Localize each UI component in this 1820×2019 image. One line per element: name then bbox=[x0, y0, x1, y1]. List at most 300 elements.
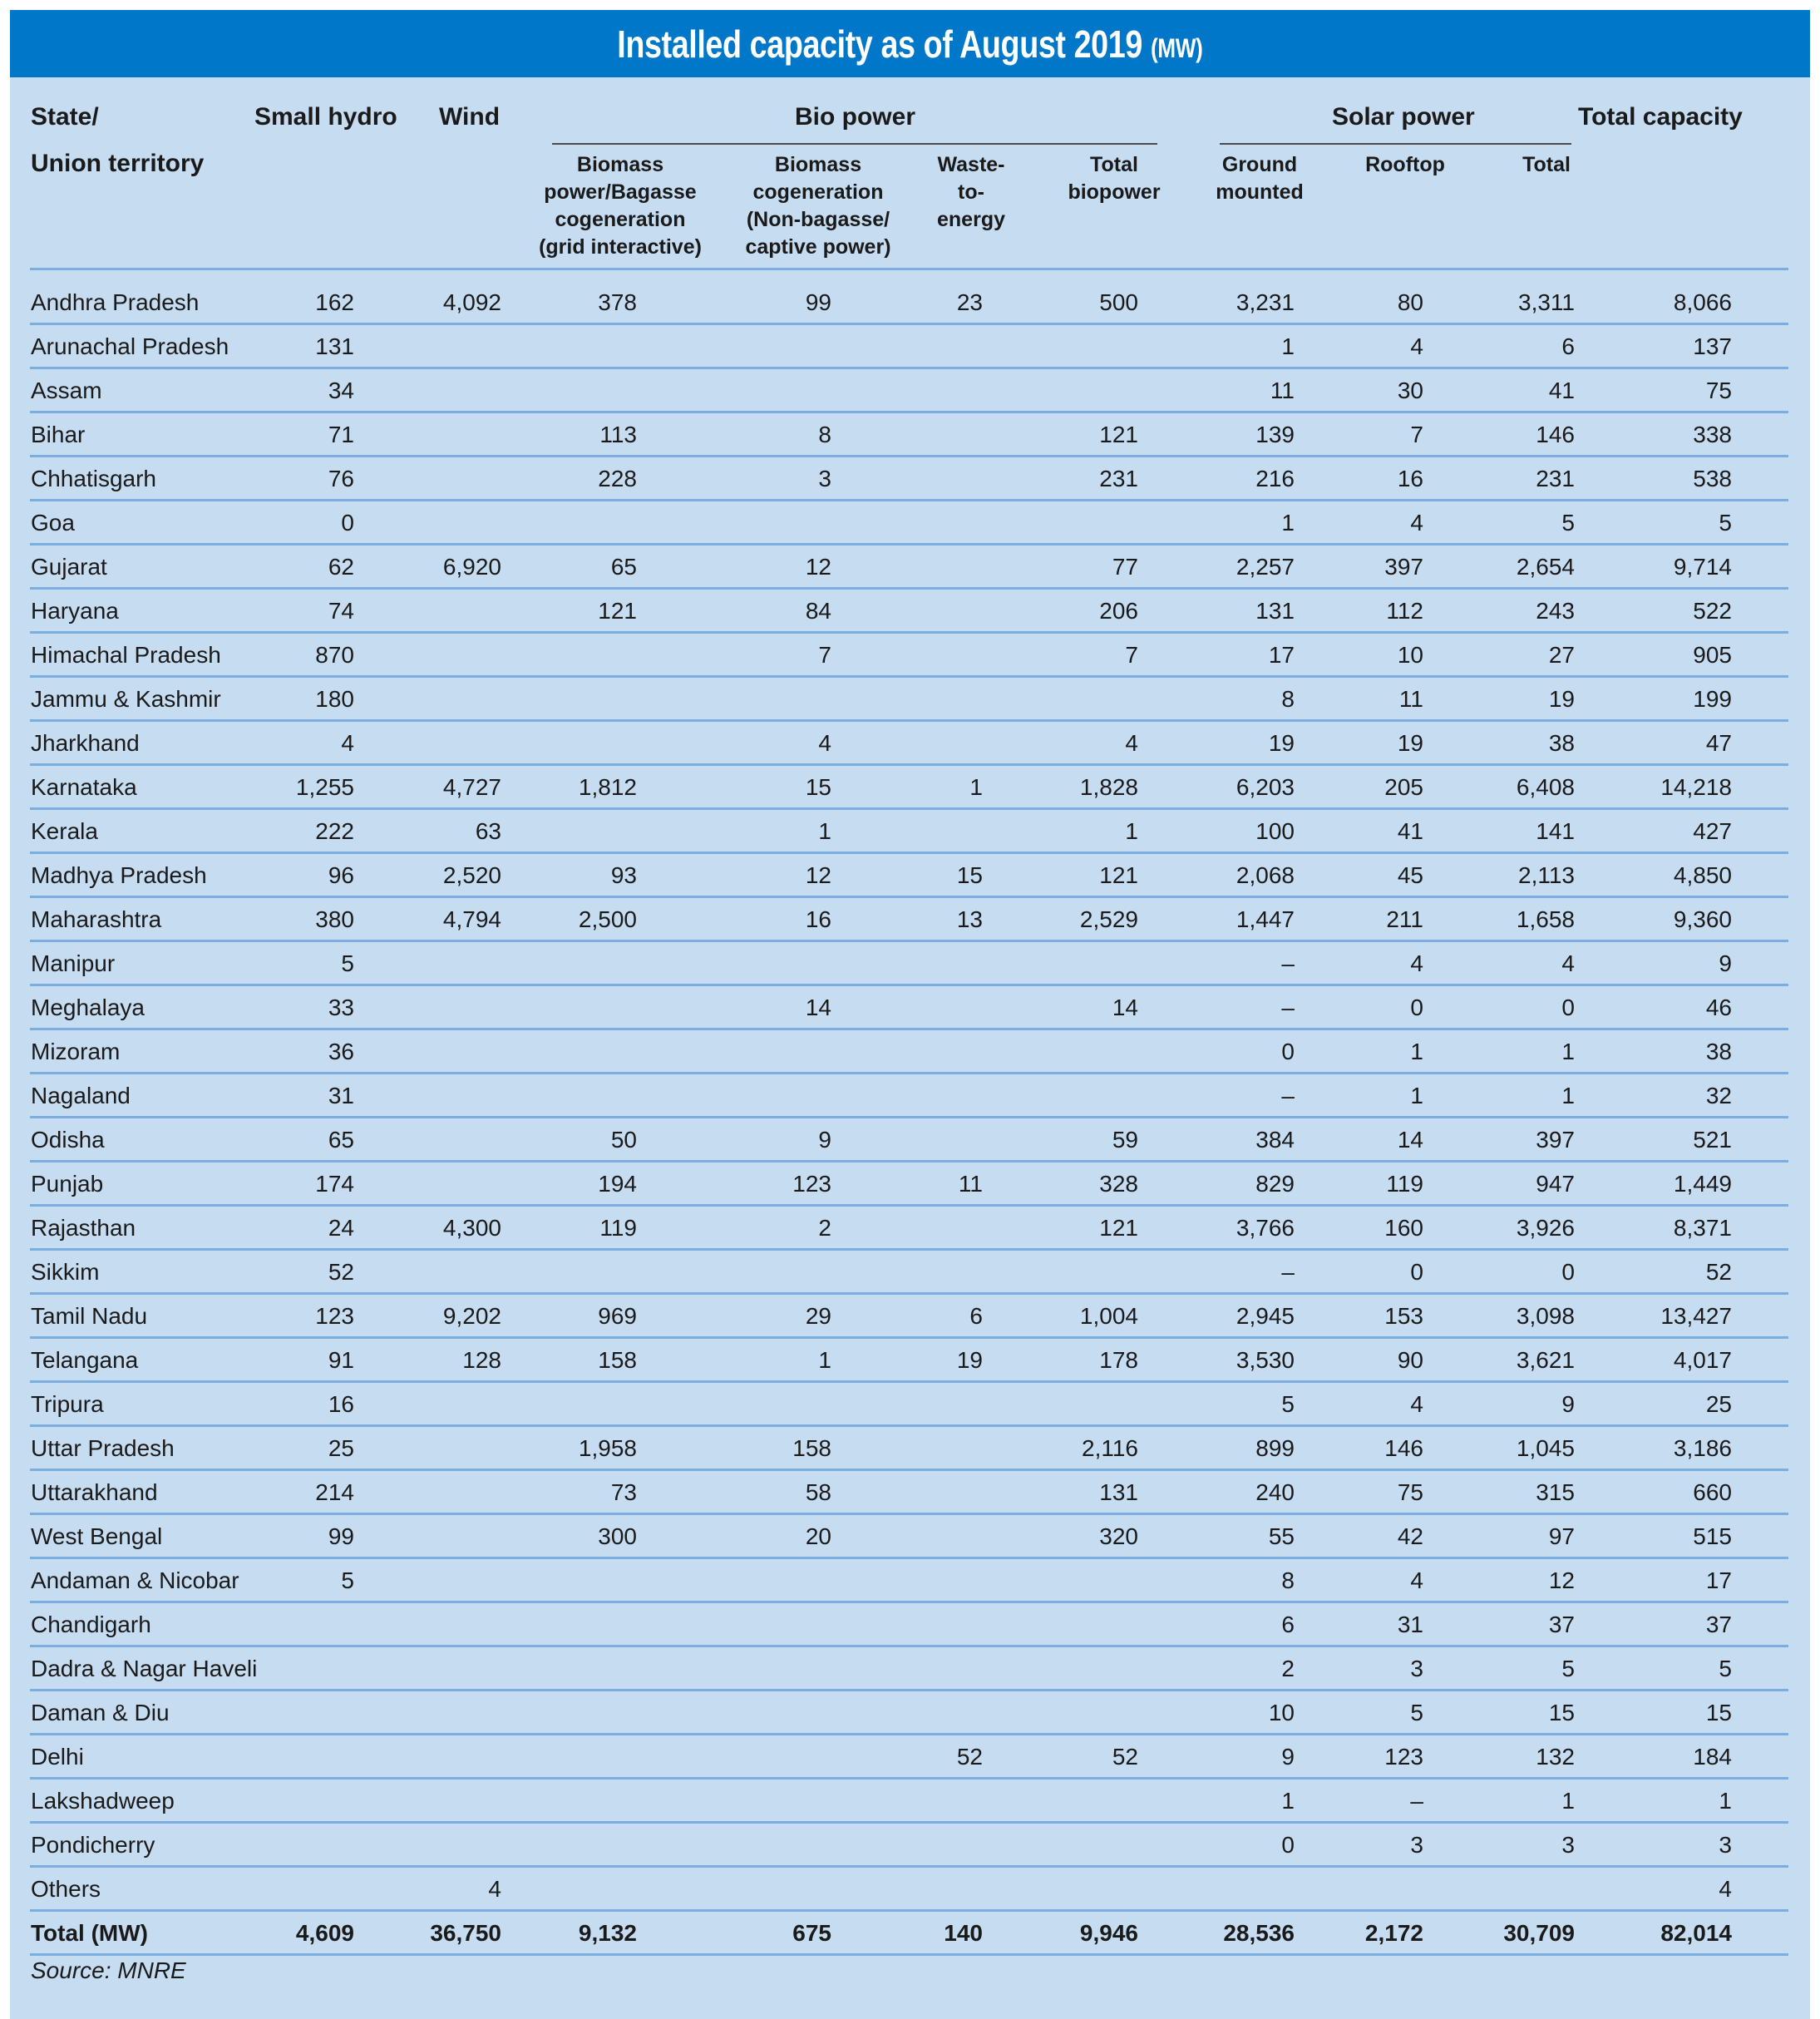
cell-wind: 9,202 bbox=[442, 1303, 501, 1329]
cell-ground-mounted: 11 bbox=[1270, 378, 1295, 403]
state-name: Lakshadweep bbox=[31, 1788, 175, 1814]
cell-ground-mounted: 100 bbox=[1255, 818, 1295, 844]
cell-total-capacity: 9,714 bbox=[1673, 554, 1732, 580]
cell-rooftop: 4 bbox=[1410, 1567, 1423, 1593]
cell-wind: 36,750 bbox=[430, 1920, 501, 1946]
state-name: Himachal Pradesh bbox=[31, 642, 221, 668]
cell-solar-total: 0 bbox=[1561, 1259, 1575, 1285]
state-name: Mizoram bbox=[31, 1039, 121, 1064]
cell-rooftop: 397 bbox=[1384, 554, 1423, 580]
cell-ground-mounted: 28,536 bbox=[1223, 1920, 1295, 1946]
cell-ground-mounted: – bbox=[1281, 1259, 1295, 1285]
table-row bbox=[0, 1779, 1820, 1823]
cell-small-hydro: 123 bbox=[315, 1303, 354, 1329]
cell-solar-total: 3 bbox=[1561, 1832, 1575, 1858]
table-row bbox=[0, 1735, 1820, 1779]
cell-rooftop: 31 bbox=[1397, 1612, 1423, 1637]
cell-rooftop: 7 bbox=[1410, 422, 1423, 447]
table-row bbox=[0, 1294, 1820, 1338]
cell-solar-total: 231 bbox=[1536, 466, 1575, 491]
cell-total-capacity: 46 bbox=[1705, 995, 1732, 1020]
header-solar-power: Solar power bbox=[1332, 103, 1475, 131]
cell-total-capacity: 3 bbox=[1719, 1832, 1732, 1858]
header-small-hydro: Small hydro bbox=[254, 103, 397, 131]
cell-ground-mounted: 2,068 bbox=[1236, 862, 1295, 888]
cell-ground-mounted: – bbox=[1281, 950, 1295, 976]
cell-small-hydro: 52 bbox=[328, 1259, 354, 1285]
cell-ground-mounted: 17 bbox=[1268, 642, 1295, 668]
cell-wind: 4,300 bbox=[442, 1215, 501, 1241]
state-name: Bihar bbox=[31, 422, 86, 447]
table-row bbox=[0, 765, 1820, 809]
cell-solar-total: 38 bbox=[1548, 730, 1575, 756]
cell-waste-to-energy: 15 bbox=[956, 862, 983, 888]
cell-ground-mounted: 1 bbox=[1281, 510, 1295, 536]
cell-ground-mounted: 9 bbox=[1281, 1744, 1295, 1770]
cell-rooftop: 0 bbox=[1410, 1259, 1423, 1285]
cell-small-hydro: 214 bbox=[315, 1479, 354, 1505]
cell-small-hydro: 0 bbox=[341, 510, 354, 536]
cell-ground-mounted: 2,945 bbox=[1236, 1303, 1295, 1329]
cell-solar-total: 243 bbox=[1536, 598, 1575, 624]
table-row bbox=[0, 1691, 1820, 1735]
total-label: Total (MW) bbox=[31, 1920, 148, 1946]
cell-rooftop: 2,172 bbox=[1364, 1920, 1423, 1946]
cell-biomass-cogeneration: 84 bbox=[805, 598, 831, 624]
cell-biomass-cogeneration: 1 bbox=[818, 818, 831, 844]
cell-small-hydro: 870 bbox=[315, 642, 354, 668]
cell-ground-mounted: 10 bbox=[1268, 1700, 1295, 1725]
cell-biomass-bagasse: 119 bbox=[599, 1215, 637, 1241]
cell-rooftop: 4 bbox=[1410, 950, 1423, 976]
cell-small-hydro: 34 bbox=[328, 378, 354, 403]
state-name: Andaman & Nicobar bbox=[31, 1567, 239, 1593]
cell-biomass-bagasse: 73 bbox=[610, 1479, 637, 1505]
cell-rooftop: 153 bbox=[1384, 1303, 1423, 1329]
cell-wind: 2,520 bbox=[442, 862, 501, 888]
cell-biomass-cogeneration: 123 bbox=[792, 1171, 831, 1197]
cell-biomass-cogeneration: 8 bbox=[818, 422, 831, 447]
table-row bbox=[0, 1867, 1820, 1911]
header-biomass-bagasse: Biomass power/Bagasse cogeneration (grid interactive) bbox=[539, 153, 702, 259]
cell-total-capacity: 199 bbox=[1693, 686, 1732, 712]
cell-solar-total: 3,098 bbox=[1516, 1303, 1575, 1329]
cell-total-biopower: 9,946 bbox=[1079, 1920, 1138, 1946]
cell-biomass-cogeneration: 14 bbox=[805, 995, 831, 1020]
cell-solar-total: 19 bbox=[1548, 686, 1575, 712]
cell-biomass-bagasse: 93 bbox=[610, 862, 637, 888]
cell-small-hydro: 5 bbox=[341, 950, 354, 976]
cell-rooftop: 3 bbox=[1410, 1832, 1423, 1858]
cell-ground-mounted: 55 bbox=[1268, 1523, 1295, 1549]
cell-solar-total: 146 bbox=[1536, 422, 1575, 447]
state-name: Uttar Pradesh bbox=[31, 1435, 175, 1461]
cell-total-biopower: 1,828 bbox=[1079, 774, 1138, 800]
cell-ground-mounted: 240 bbox=[1255, 1479, 1295, 1505]
solar-power-group-line bbox=[1220, 143, 1571, 145]
cell-waste-to-energy: 140 bbox=[944, 1920, 983, 1946]
cell-wind: 4,794 bbox=[442, 906, 501, 932]
table-row bbox=[0, 1426, 1820, 1470]
cell-small-hydro: 380 bbox=[315, 906, 354, 932]
cell-biomass-bagasse: 9,132 bbox=[578, 1920, 637, 1946]
cell-total-capacity: 427 bbox=[1693, 818, 1732, 844]
cell-wind: 4 bbox=[488, 1876, 501, 1902]
table-row bbox=[0, 941, 1820, 985]
state-name: Telangana bbox=[31, 1347, 139, 1373]
cell-small-hydro: 36 bbox=[328, 1039, 354, 1064]
cell-total-capacity: 522 bbox=[1693, 598, 1732, 624]
cell-biomass-cogeneration: 99 bbox=[805, 289, 831, 315]
cell-solar-total: 37 bbox=[1548, 1612, 1575, 1637]
total-row bbox=[0, 1911, 1820, 1955]
cell-ground-mounted: – bbox=[1281, 995, 1295, 1020]
cell-small-hydro: 131 bbox=[315, 333, 354, 359]
cell-rooftop: 0 bbox=[1410, 995, 1423, 1020]
cell-solar-total: 3,621 bbox=[1516, 1347, 1575, 1373]
cell-biomass-cogeneration: 1 bbox=[818, 1347, 831, 1373]
table-row bbox=[0, 1074, 1820, 1118]
cell-rooftop: 3 bbox=[1410, 1656, 1423, 1681]
cell-total-capacity: 4 bbox=[1719, 1876, 1732, 1902]
cell-solar-total: 1 bbox=[1561, 1039, 1575, 1064]
header-biomass-cogeneration: Biomass cogeneration (Non-bagasse/ captive power) bbox=[745, 153, 891, 259]
cell-small-hydro: 91 bbox=[328, 1347, 354, 1373]
cell-waste-to-energy: 23 bbox=[956, 289, 983, 315]
cell-total-capacity: 905 bbox=[1693, 642, 1732, 668]
cell-rooftop: 4 bbox=[1410, 510, 1423, 536]
table-title bbox=[617, 22, 1202, 67]
table-row bbox=[0, 324, 1820, 368]
state-name: Tripura bbox=[31, 1391, 104, 1417]
table-row bbox=[0, 501, 1820, 545]
cell-solar-total: 132 bbox=[1536, 1744, 1575, 1770]
cell-total-capacity: 38 bbox=[1705, 1039, 1732, 1064]
header-total-capacity: Total capacity bbox=[1578, 103, 1743, 131]
cell-biomass-bagasse: 969 bbox=[598, 1303, 637, 1329]
cell-solar-total: 1,658 bbox=[1516, 906, 1575, 932]
cell-rooftop: 160 bbox=[1384, 1215, 1423, 1241]
state-name: Jammu & Kashmir bbox=[31, 686, 221, 712]
cell-rooftop: – bbox=[1410, 1788, 1423, 1814]
header-union-territory: Union territory bbox=[31, 150, 205, 177]
table-row bbox=[0, 1338, 1820, 1382]
cell-total-capacity: 4,850 bbox=[1673, 862, 1732, 888]
table-row bbox=[0, 1558, 1820, 1602]
cell-total-biopower: 178 bbox=[1099, 1347, 1138, 1373]
cell-biomass-bagasse: 113 bbox=[599, 422, 637, 447]
cell-rooftop: 45 bbox=[1397, 862, 1423, 888]
cell-total-biopower: 14 bbox=[1112, 995, 1138, 1020]
cell-biomass-cogeneration: 4 bbox=[818, 730, 831, 756]
cell-small-hydro: 24 bbox=[328, 1215, 354, 1241]
cell-solar-total: 6,408 bbox=[1516, 774, 1575, 800]
cell-total-biopower: 59 bbox=[1112, 1127, 1138, 1153]
table-row bbox=[0, 1162, 1820, 1206]
cell-total-biopower: 1 bbox=[1125, 818, 1138, 844]
cell-rooftop: 90 bbox=[1397, 1347, 1423, 1373]
header-solar-total: Total bbox=[1522, 153, 1571, 176]
cell-ground-mounted: 1 bbox=[1281, 1788, 1295, 1814]
cell-ground-mounted: 3,530 bbox=[1236, 1347, 1295, 1373]
cell-rooftop: 14 bbox=[1397, 1127, 1423, 1153]
cell-biomass-cogeneration: 12 bbox=[805, 554, 831, 580]
cell-solar-total: 1 bbox=[1561, 1788, 1575, 1814]
state-name: Assam bbox=[31, 378, 102, 403]
cell-ground-mounted: 0 bbox=[1281, 1039, 1295, 1064]
cell-biomass-cogeneration: 12 bbox=[805, 862, 831, 888]
cell-solar-total: 27 bbox=[1548, 642, 1575, 668]
header-state: State/ bbox=[31, 103, 99, 131]
cell-ground-mounted: 384 bbox=[1255, 1127, 1295, 1153]
cell-total-biopower: 500 bbox=[1099, 289, 1138, 315]
cell-solar-total: 30,709 bbox=[1503, 1920, 1575, 1946]
cell-solar-total: 1,045 bbox=[1516, 1435, 1575, 1461]
header-total-biopower: Total biopower bbox=[1068, 153, 1161, 204]
cell-small-hydro: 71 bbox=[328, 422, 354, 447]
state-name: Goa bbox=[31, 510, 75, 536]
cell-total-capacity: 9,360 bbox=[1673, 906, 1732, 932]
table-row bbox=[0, 1250, 1820, 1294]
cell-solar-total: 397 bbox=[1536, 1127, 1575, 1153]
cell-ground-mounted: 829 bbox=[1255, 1171, 1295, 1197]
cell-total-capacity: 9 bbox=[1719, 950, 1732, 976]
cell-solar-total: 4 bbox=[1561, 950, 1575, 976]
cell-ground-mounted: 6 bbox=[1281, 1612, 1295, 1637]
cell-rooftop: 1 bbox=[1410, 1039, 1423, 1064]
cell-biomass-cogeneration: 7 bbox=[818, 642, 831, 668]
table-row bbox=[0, 1382, 1820, 1426]
cell-total-capacity: 184 bbox=[1693, 1744, 1732, 1770]
header-wind: Wind bbox=[439, 103, 501, 131]
cell-rooftop: 16 bbox=[1397, 466, 1423, 491]
cell-wind: 4,092 bbox=[442, 289, 501, 315]
cell-rooftop: 211 bbox=[1386, 906, 1423, 932]
cell-small-hydro: 25 bbox=[328, 1435, 354, 1461]
cell-solar-total: 41 bbox=[1548, 378, 1575, 403]
cell-total-biopower: 121 bbox=[1099, 862, 1138, 888]
cell-biomass-cogeneration: 9 bbox=[818, 1127, 831, 1153]
cell-biomass-cogeneration: 16 bbox=[805, 906, 831, 932]
cell-solar-total: 3,311 bbox=[1518, 289, 1575, 315]
cell-total-capacity: 4,017 bbox=[1673, 1347, 1732, 1373]
header-bio-power: Bio power bbox=[795, 103, 916, 131]
cell-total-biopower: 320 bbox=[1099, 1523, 1138, 1549]
cell-total-biopower: 121 bbox=[1099, 422, 1138, 447]
cell-biomass-bagasse: 50 bbox=[610, 1127, 637, 1153]
cell-rooftop: 146 bbox=[1384, 1435, 1423, 1461]
state-name: Daman & Diu bbox=[31, 1700, 170, 1725]
cell-biomass-cogeneration: 2 bbox=[818, 1215, 831, 1241]
table-row bbox=[0, 412, 1820, 457]
cell-total-capacity: 5 bbox=[1719, 1656, 1732, 1681]
cell-waste-to-energy: 52 bbox=[956, 1744, 983, 1770]
cell-small-hydro: 5 bbox=[341, 1567, 354, 1593]
cell-biomass-bagasse: 2,500 bbox=[578, 906, 637, 932]
cell-ground-mounted: 1 bbox=[1281, 333, 1295, 359]
state-name: Nagaland bbox=[31, 1083, 131, 1108]
state-name: Sikkim bbox=[31, 1259, 100, 1285]
cell-ground-mounted: 8 bbox=[1281, 1567, 1295, 1593]
cell-small-hydro: 174 bbox=[315, 1171, 354, 1197]
cell-rooftop: 119 bbox=[1386, 1171, 1423, 1197]
cell-solar-total: 9 bbox=[1561, 1391, 1575, 1417]
cell-total-capacity: 137 bbox=[1693, 333, 1732, 359]
cell-biomass-bagasse: 158 bbox=[598, 1347, 637, 1373]
cell-small-hydro: 4,609 bbox=[295, 1920, 354, 1946]
cell-solar-total: 141 bbox=[1536, 818, 1575, 844]
cell-rooftop: 4 bbox=[1410, 1391, 1423, 1417]
table-row bbox=[0, 1514, 1820, 1558]
cell-rooftop: 75 bbox=[1397, 1479, 1423, 1505]
cell-total-capacity: 8,066 bbox=[1673, 289, 1732, 315]
table-row bbox=[0, 809, 1820, 853]
header-rooftop: Rooftop bbox=[1365, 153, 1445, 176]
cell-ground-mounted: 2 bbox=[1281, 1656, 1295, 1681]
cell-total-biopower: 231 bbox=[1099, 466, 1138, 491]
cell-total-biopower: 77 bbox=[1112, 554, 1138, 580]
cell-waste-to-energy: 11 bbox=[958, 1171, 983, 1197]
cell-wind: 4,727 bbox=[442, 774, 501, 800]
cell-rooftop: 1 bbox=[1410, 1083, 1423, 1108]
cell-total-capacity: 15 bbox=[1705, 1700, 1732, 1725]
cell-total-biopower: 52 bbox=[1112, 1744, 1138, 1770]
cell-solar-total: 3,926 bbox=[1516, 1215, 1575, 1241]
cell-total-capacity: 75 bbox=[1705, 378, 1732, 403]
table-row bbox=[0, 1206, 1820, 1250]
cell-total-capacity: 538 bbox=[1693, 466, 1732, 491]
cell-biomass-bagasse: 121 bbox=[598, 598, 637, 624]
cell-total-capacity: 660 bbox=[1693, 1479, 1732, 1505]
cell-total-capacity: 47 bbox=[1705, 730, 1732, 756]
state-name: Meghalaya bbox=[31, 995, 145, 1020]
cell-solar-total: 2,654 bbox=[1516, 554, 1575, 580]
cell-total-biopower: 1,004 bbox=[1079, 1303, 1138, 1329]
header-waste-to-energy: Waste- to- energy bbox=[937, 153, 1005, 231]
cell-small-hydro: 62 bbox=[328, 554, 354, 580]
table-row bbox=[0, 1118, 1820, 1162]
cell-total-capacity: 32 bbox=[1705, 1083, 1732, 1108]
state-name: Others bbox=[31, 1876, 101, 1902]
cell-rooftop: 41 bbox=[1397, 818, 1423, 844]
cell-biomass-cogeneration: 29 bbox=[805, 1303, 831, 1329]
state-name: Madhya Pradesh bbox=[31, 862, 207, 888]
cell-rooftop: 42 bbox=[1397, 1523, 1423, 1549]
cell-biomass-bagasse: 65 bbox=[610, 554, 637, 580]
state-name: Arunachal Pradesh bbox=[31, 333, 229, 359]
source-note: Source: MNRE bbox=[31, 1957, 186, 1983]
cell-solar-total: 1 bbox=[1561, 1083, 1575, 1108]
state-name: Andhra Pradesh bbox=[31, 289, 200, 315]
state-name: Haryana bbox=[31, 598, 119, 624]
state-name: Rajasthan bbox=[31, 1215, 136, 1241]
state-name: Karnataka bbox=[31, 774, 137, 800]
cell-rooftop: 10 bbox=[1397, 642, 1423, 668]
cell-ground-mounted: 139 bbox=[1255, 422, 1295, 447]
cell-waste-to-energy: 6 bbox=[969, 1303, 983, 1329]
state-name: Maharashtra bbox=[31, 906, 162, 932]
table-row bbox=[0, 897, 1820, 941]
title-unit: (MW) bbox=[1151, 32, 1203, 63]
cell-total-capacity: 37 bbox=[1705, 1612, 1732, 1637]
cell-biomass-bagasse: 300 bbox=[598, 1523, 637, 1549]
cell-ground-mounted: 131 bbox=[1255, 598, 1295, 624]
header-ground-mounted: Ground mounted bbox=[1216, 153, 1304, 204]
cell-solar-total: 947 bbox=[1536, 1171, 1575, 1197]
cell-biomass-bagasse: 194 bbox=[598, 1171, 637, 1197]
cell-total-capacity: 52 bbox=[1705, 1259, 1732, 1285]
row-rule bbox=[30, 1953, 1788, 1956]
table-row bbox=[0, 853, 1820, 897]
cell-small-hydro: 74 bbox=[328, 598, 354, 624]
state-name: Jharkhand bbox=[31, 730, 140, 756]
cell-biomass-bagasse: 1,812 bbox=[578, 774, 637, 800]
cell-solar-total: 12 bbox=[1548, 1567, 1575, 1593]
cell-biomass-cogeneration: 3 bbox=[818, 466, 831, 491]
cell-biomass-bagasse: 1,958 bbox=[578, 1435, 637, 1461]
table-row bbox=[0, 589, 1820, 633]
table-row bbox=[0, 1646, 1820, 1691]
cell-rooftop: 11 bbox=[1398, 686, 1423, 712]
cell-total-capacity: 515 bbox=[1693, 1523, 1732, 1549]
cell-ground-mounted: 5 bbox=[1281, 1391, 1295, 1417]
cell-total-capacity: 338 bbox=[1693, 422, 1732, 447]
cell-rooftop: 112 bbox=[1386, 598, 1423, 624]
table-row bbox=[0, 677, 1820, 721]
state-name: Gujarat bbox=[31, 554, 107, 580]
table-row bbox=[0, 1470, 1820, 1514]
cell-biomass-cogeneration: 675 bbox=[792, 1920, 831, 1946]
cell-total-biopower: 4 bbox=[1125, 730, 1138, 756]
cell-ground-mounted: 3,766 bbox=[1236, 1215, 1295, 1241]
state-name: Punjab bbox=[31, 1171, 104, 1197]
cell-wind: 128 bbox=[462, 1347, 501, 1373]
cell-rooftop: 5 bbox=[1410, 1700, 1423, 1725]
table-row bbox=[0, 1602, 1820, 1646]
cell-rooftop: 205 bbox=[1384, 774, 1423, 800]
header-rule bbox=[30, 268, 1788, 270]
state-name: Manipur bbox=[31, 950, 116, 976]
cell-small-hydro: 222 bbox=[315, 818, 354, 844]
cell-wind: 63 bbox=[475, 818, 501, 844]
cell-small-hydro: 162 bbox=[315, 289, 354, 315]
cell-total-capacity: 13,427 bbox=[1660, 1303, 1732, 1329]
cell-ground-mounted: 1,447 bbox=[1236, 906, 1295, 932]
cell-total-capacity: 1 bbox=[1719, 1788, 1732, 1814]
cell-rooftop: 80 bbox=[1397, 289, 1423, 315]
cell-small-hydro: 76 bbox=[328, 466, 354, 491]
cell-biomass-bagasse: 378 bbox=[598, 289, 637, 315]
cell-solar-total: 2,113 bbox=[1518, 862, 1575, 888]
cell-waste-to-energy: 19 bbox=[956, 1347, 983, 1373]
state-name: Chandigarh bbox=[31, 1612, 151, 1637]
cell-total-biopower: 2,116 bbox=[1082, 1435, 1138, 1461]
state-name: West Bengal bbox=[31, 1523, 163, 1549]
cell-ground-mounted: 0 bbox=[1281, 1832, 1295, 1858]
title-text: Installed capacity as of August 2019 bbox=[617, 22, 1143, 66]
cell-solar-total: 5 bbox=[1561, 510, 1575, 536]
cell-total-capacity: 5 bbox=[1719, 510, 1732, 536]
cell-total-capacity: 1,449 bbox=[1673, 1171, 1732, 1197]
cell-total-biopower: 7 bbox=[1125, 642, 1138, 668]
table-row bbox=[0, 1823, 1820, 1867]
cell-total-capacity: 521 bbox=[1693, 1127, 1732, 1153]
cell-ground-mounted: 19 bbox=[1268, 730, 1295, 756]
cell-total-capacity: 3,186 bbox=[1673, 1435, 1732, 1461]
table-row bbox=[0, 457, 1820, 501]
cell-total-capacity: 8,371 bbox=[1673, 1215, 1732, 1241]
table-row bbox=[0, 1029, 1820, 1074]
